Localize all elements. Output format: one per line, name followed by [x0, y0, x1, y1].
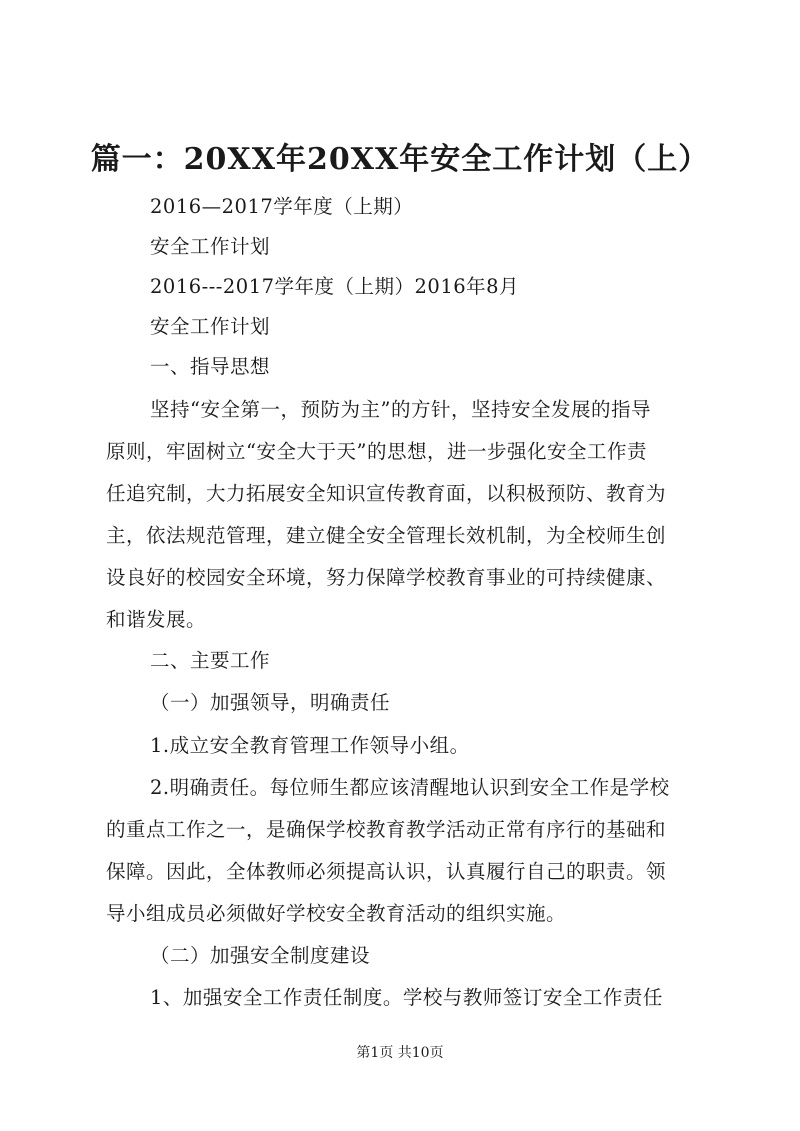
paragraph-line-date: 2016---2017学年度（上期）2016年8月	[150, 275, 520, 298]
paragraph-line: 坚持“安全第一，预防为主”的方针，坚持安全发展的指导	[150, 398, 651, 421]
paragraph-line: 导小组成员必须做好学校安全教育活动的组织实施。	[106, 902, 567, 925]
paragraph-line: 保障。因此，全体教师必须提高认识，认真履行自己的职责。领	[106, 860, 667, 883]
paragraph-line: 和谐发展。	[106, 608, 207, 631]
paragraph-line-school-year: 2016—2017学年度（上期）	[150, 195, 414, 218]
subsection-heading-leadership: （一）加强领导，明确责任	[150, 691, 391, 714]
paragraph-line: 2.明确责任。每位师生都应该清醒地认识到安全工作是学校	[150, 776, 670, 799]
paragraph-line: 任追究制，大力拓展安全知识宣传教育面，以积极预防、教育为	[106, 482, 667, 505]
paragraph-line: 主，依法规范管理，建立健全安全管理长效机制，为全校师生创	[106, 524, 667, 547]
section-heading-main-work: 二、主要工作	[150, 649, 271, 672]
subsection-heading-safety-system: （二）加强安全制度建设	[150, 944, 371, 967]
paragraph-line: 1.成立安全教育管理工作领导小组。	[150, 734, 470, 757]
section-heading-guiding-thought: 一、指导思想	[150, 355, 271, 378]
page-footer: 第1页 共10页	[356, 1045, 444, 1061]
paragraph-line: 1、加强安全工作责任制度。学校与教师签订安全工作责任	[150, 986, 663, 1009]
paragraph-line-plan-title-2: 安全工作计划	[150, 315, 271, 338]
document-title: 篇一：20XX年20XX年安全工作计划（上）	[90, 142, 710, 177]
paragraph-line-plan-title: 安全工作计划	[150, 235, 271, 258]
paragraph-line: 设良好的校园安全环境，努力保障学校教育事业的可持续健康、	[106, 566, 667, 589]
paragraph-line: 原则，牢固树立“安全大于天”的思想，进一步强化安全工作责	[106, 440, 647, 463]
paragraph-line: 的重点工作之一，是确保学校教育教学活动正常有序行的基础和	[106, 818, 667, 841]
